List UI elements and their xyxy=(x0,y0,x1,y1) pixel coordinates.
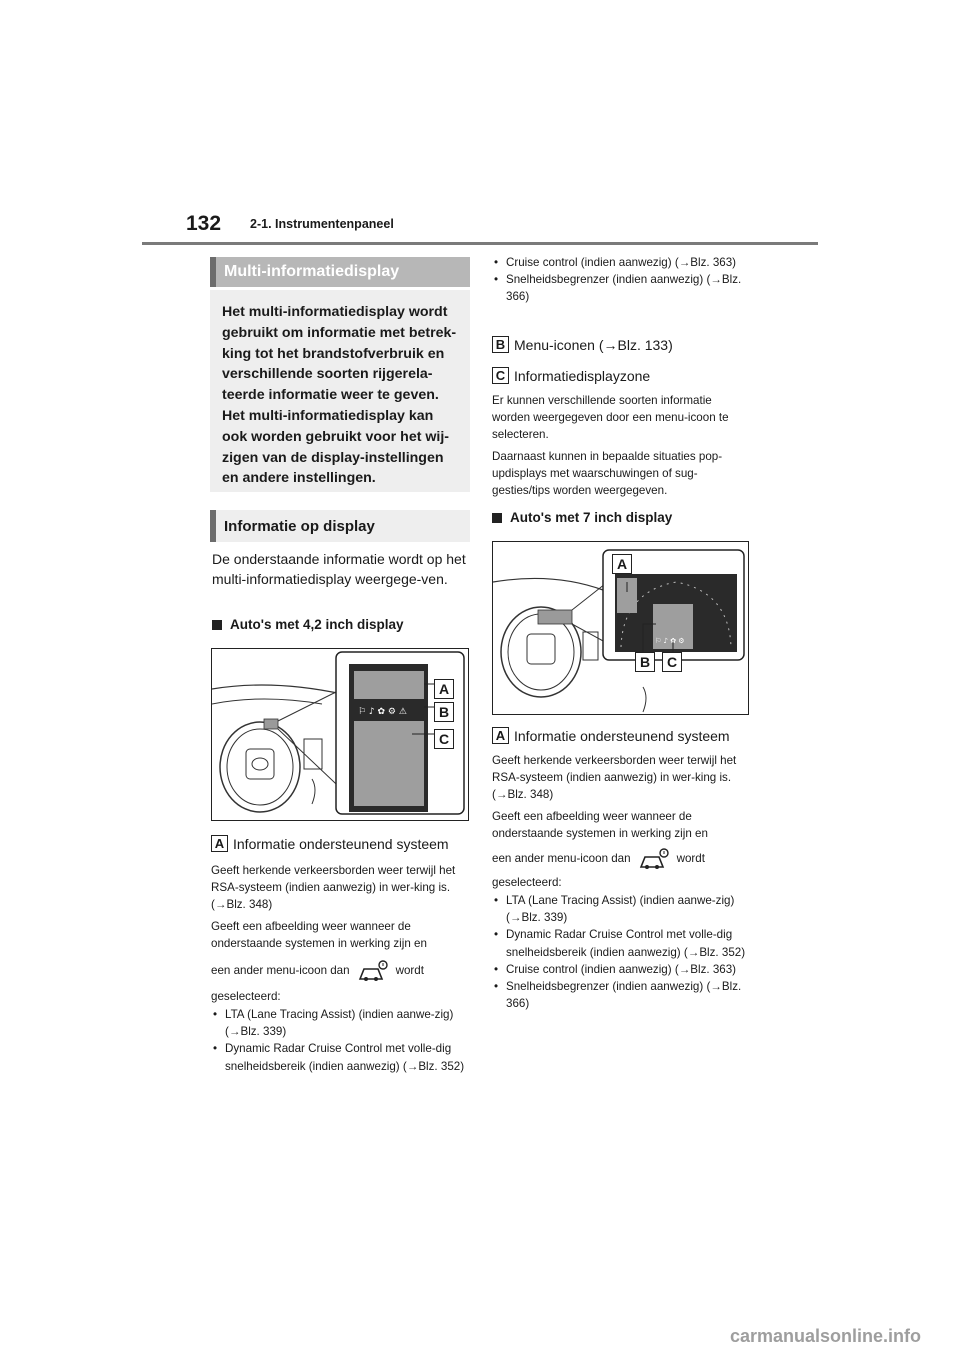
figure-7-label-c: C xyxy=(662,652,682,672)
list-item: • Cruise control (indien aanwezig) (→Blz. 363) xyxy=(492,254,750,271)
square-bullet-icon xyxy=(492,513,502,523)
subheading-4-2-inch-text: Auto's met 4,2 inch display xyxy=(230,617,404,632)
footer-watermark: carmanualsonline.info xyxy=(730,1326,922,1346)
right-a-paragraph-2: Geeft een afbeelding weer wanneer de onderstaande systemen in werking zijn en xyxy=(492,810,708,841)
square-bullet-icon xyxy=(212,620,222,630)
right-b-title-row xyxy=(492,336,673,353)
svg-text:⚐ ♪ ✿ ⚙: ⚐ ♪ ✿ ⚙ xyxy=(655,637,685,645)
right-a-icon-line-text-2: wordt xyxy=(676,852,705,866)
section-title: 2-1. Instrumentenpaneel xyxy=(250,217,394,231)
right-c-paragraph-1: Er kunnen verschillende soorten informatie worden weergegeven door een menu-icoon te selecteren. xyxy=(492,394,729,442)
subheading-4-2-inch xyxy=(212,617,404,632)
label-b: B xyxy=(492,336,509,353)
label-c: C xyxy=(492,367,509,384)
left-a-paragraph-1: Geeft herkende verkeersborden weer terwijl het RSA-systeem (indien aanwezig) in wer-king is. (→Blz. 348) xyxy=(211,864,456,912)
right-bullet-list-top xyxy=(492,254,750,306)
intro-box: Het multi-informatiedisplay wordt gebruikt om informatie met betrek-king tot het brandstofverbruik en verschillende soorten rijgerela-teerde informatie weer te geven. Het multi-informatiedisplay kan ook worden gebruikt voor het wij-zigen van de display-instellingen en andere instellingen. xyxy=(210,290,470,492)
heading-multi-informatiedisplay: Multi-informatiedisplay xyxy=(210,257,470,287)
right-c-title-row xyxy=(492,367,650,384)
left-a-paragraph-2: Geeft een afbeelding weer wanneer de onderstaande systemen in werking zijn en xyxy=(211,920,427,951)
figure-7-label-b: B xyxy=(635,652,655,672)
heading-informatie-op-display: Informatie op display xyxy=(210,510,470,542)
list-item: • Snelheidsbegrenzer (indien aanwezig) (→Blz. 366) xyxy=(492,978,750,1012)
figure-4-2-inch-display xyxy=(211,648,469,821)
list-item: • Snelheidsbegrenzer (indien aanwezig) (→Blz. 366) xyxy=(492,271,750,305)
figure-4-2-label-b: B xyxy=(434,702,454,722)
list-item: • LTA (Lane Tracing Assist) (indien aanwe-zig) (→Blz. 339) xyxy=(211,1006,469,1040)
right-b-title: Menu-iconen (→Blz. 133) xyxy=(514,336,673,353)
right-a-paragraph-1: Geeft herkende verkeersborden weer terwijl het RSA-systeem (indien aanwezig) in wer-king is. (→Blz. 348) xyxy=(492,754,737,802)
left-a-title: Informatie ondersteunend systeem xyxy=(233,835,449,852)
right-a-title-row xyxy=(492,727,730,744)
left-a-icon-line-text-2: wordt xyxy=(395,964,424,978)
figure-4-2-label-c: C xyxy=(434,729,454,749)
left-a-selected: geselecteerd: xyxy=(211,990,281,1003)
right-a-icon-line xyxy=(492,846,750,872)
label-a: A xyxy=(211,835,228,852)
dashboard-illustration-4-2 xyxy=(212,649,468,820)
header-rule xyxy=(142,242,818,245)
driving-assist-icon xyxy=(356,959,390,983)
list-item: • Dynamic Radar Cruise Control met volle-dig snelheidsbereik (indien aanwezig) (→Blz. 352) xyxy=(492,926,750,960)
right-bullet-list xyxy=(492,892,750,1012)
subheading-7-inch-text: Auto's met 7 inch display xyxy=(510,510,673,525)
figure-7-label-a: A xyxy=(612,554,632,574)
list-item: • Cruise control (indien aanwezig) (→Blz. 363) xyxy=(492,961,750,978)
right-a-title: Informatie ondersteunend systeem xyxy=(514,727,730,744)
left-a-icon-line xyxy=(211,958,469,984)
right-a-selected: geselecteerd: xyxy=(492,876,562,889)
body-intro: De onderstaande informatie wordt op het multi-informatiedisplay weergege-ven. xyxy=(212,551,466,587)
left-bullet-list xyxy=(211,1006,469,1075)
subheading-7-inch xyxy=(492,510,672,525)
left-a-icon-line-text: een ander menu-icoon dan xyxy=(211,964,350,978)
list-item: • LTA (Lane Tracing Assist) (indien aanwe-zig) (→Blz. 339) xyxy=(492,892,750,926)
list-item: • Dynamic Radar Cruise Control met volle-dig snelheidsbereik (indien aanwezig) (→Blz. 352) xyxy=(211,1040,469,1074)
right-a-icon-line-text: een ander menu-icoon dan xyxy=(492,852,631,866)
svg-text:⚐ ♪ ✿ ⚙ ⚠: ⚐ ♪ ✿ ⚙ ⚠ xyxy=(358,707,407,717)
right-c-title: Informatiedisplayzone xyxy=(514,367,651,384)
driving-assist-icon xyxy=(637,847,671,871)
figure-4-2-label-a: A xyxy=(434,679,454,699)
page-number: 132 xyxy=(186,212,222,235)
figure-7-inch-display xyxy=(492,541,749,715)
left-a-title-row xyxy=(211,835,449,852)
right-c-paragraph-2: Daarnaast kunnen in bepaalde situaties pop-updisplays met waarschuwingen of sug-gesties/tips worden weergegeven. xyxy=(492,450,723,498)
label-a: A xyxy=(492,727,509,744)
